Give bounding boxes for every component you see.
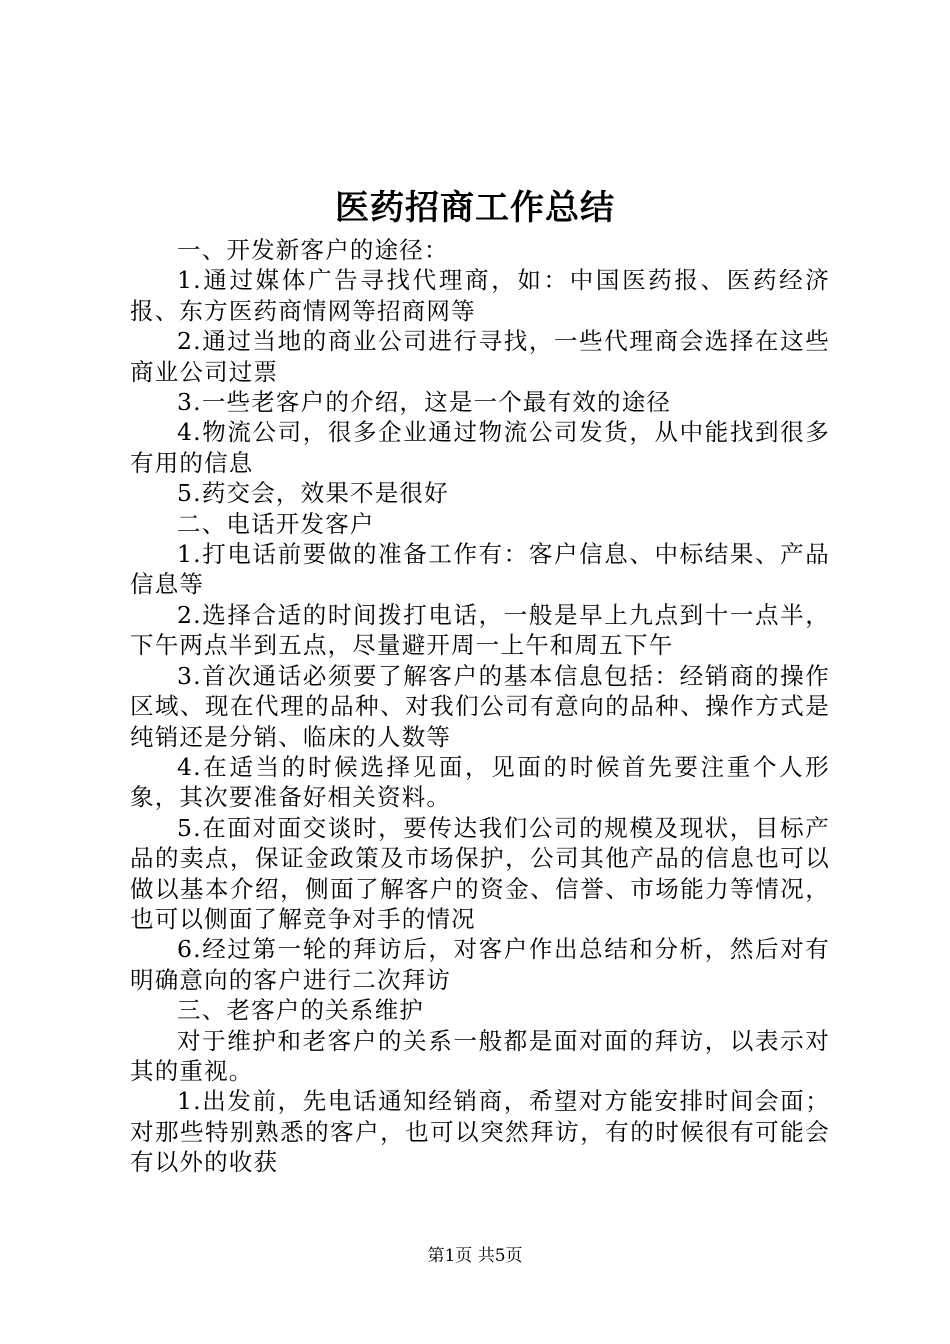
page-number-footer: 第1页 共5页 bbox=[427, 1246, 523, 1266]
list-item: 4.在适当的时候选择见面，见面的时候首先要注重个人形象，其次要准备好相关资料。 bbox=[130, 752, 830, 812]
list-item: 3.一些老客户的介绍，这是一个最有效的途径 bbox=[177, 388, 672, 417]
section-heading: 二、电话开发客户 bbox=[177, 509, 375, 538]
list-item: 5.药交会，效果不是很好 bbox=[177, 479, 449, 508]
list-item: 2.选择合适的时间拨打电话，一般是早上九点到十一点半，下午两点半到五点，尽量避开周一上午和周五下午 bbox=[130, 600, 830, 660]
list-item: 1.通过媒体广告寻找代理商，如：中国医药报、医药经济报、东方医药商情网等招商网等 bbox=[130, 266, 830, 325]
document-body bbox=[130, 235, 830, 1178]
section-heading: 一、开发新客户的途径： bbox=[177, 236, 449, 264]
section-heading: 三、老客户的关系维护 bbox=[177, 996, 424, 1025]
list-item: 6.经过第一轮的拜访后，对客户作出总结和分析，然后对有明确意向的客户进行二次拜访 bbox=[130, 935, 830, 994]
body-paragraph: 对于维护和老客户的关系一般都是面对面的拜访，以表示对其的重视。 bbox=[130, 1026, 830, 1085]
list-item: 5.在面对面交谈时，要传达我们公司的规模及现状，目标产品的卖点，保证金政策及市场保护，公司其他产品的信息也可以做以基本介绍，侧面了解客户的资金、信誉、市场能力等情况，也可以侧面了解竞争对手的情况 bbox=[130, 813, 830, 933]
list-item: 4.物流公司，很多企业通过物流公司发货，从中能找到很多有用的信息 bbox=[130, 418, 830, 477]
list-item: 1.出发前，先电话通知经销商，希望对方能安排时间会面；对那些特别熟悉的客户，也可以突然拜访，有的时候很有可能会有以外的收获 bbox=[130, 1087, 830, 1177]
list-item: 3.首次通话必须要了解客户的基本信息包括：经销商的操作区域、现在代理的品种、对我们公司有意向的品种、操作方式是纯销还是分销、临床的人数等 bbox=[130, 661, 830, 751]
document-title: 医药招商工作总结 bbox=[335, 188, 615, 228]
list-item: 1.打电话前要做的准备工作有：客户信息、中标结果、产品信息等 bbox=[130, 540, 830, 599]
list-item: 2.通过当地的商业公司进行寻找，一些代理商会选择在这些商业公司过票 bbox=[130, 327, 830, 386]
